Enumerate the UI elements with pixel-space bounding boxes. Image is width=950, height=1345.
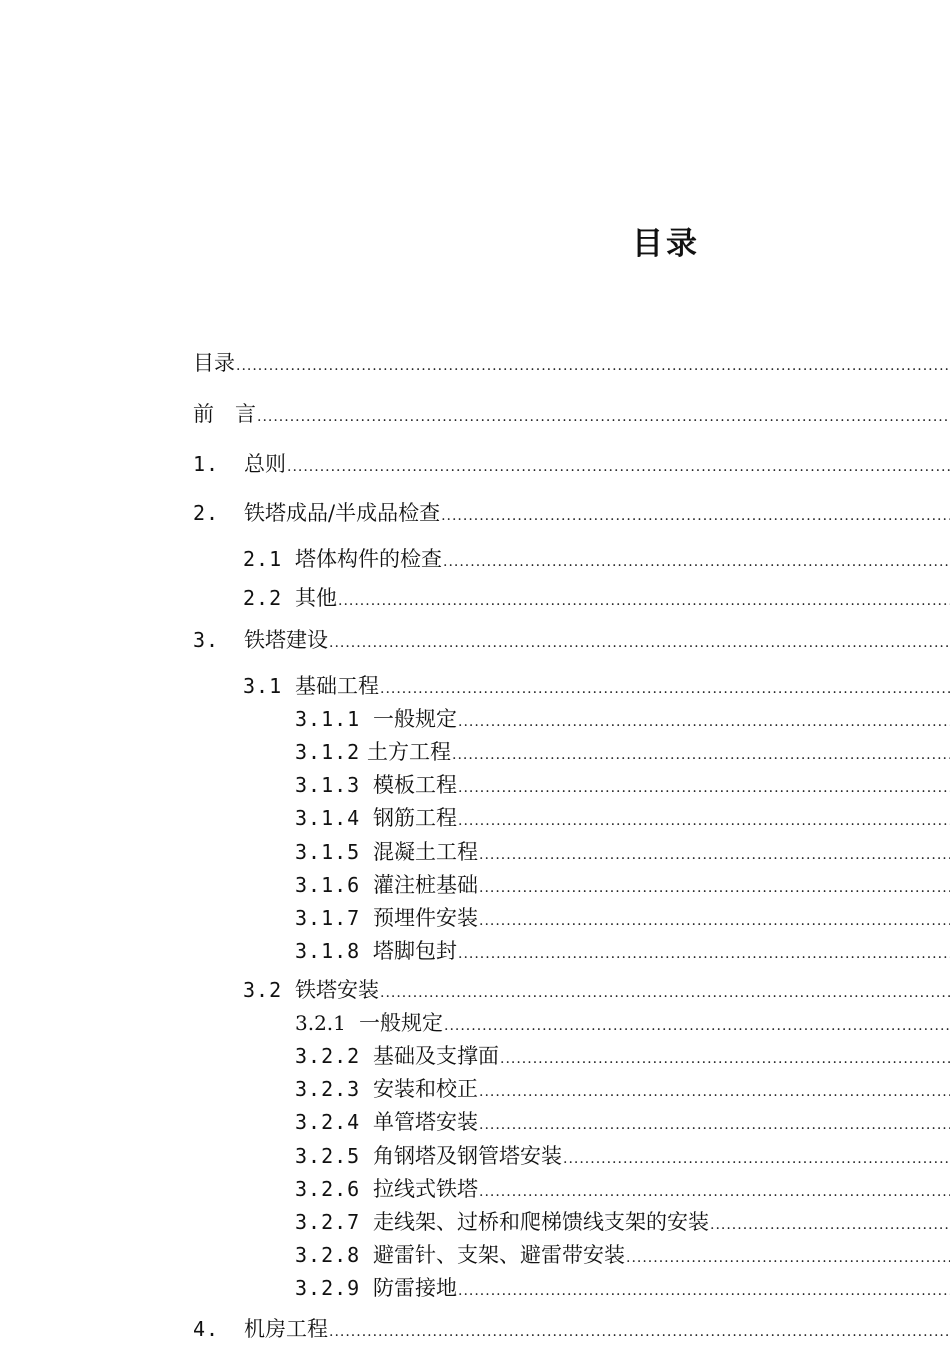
toc-leader-dots [257, 404, 950, 430]
toc-entry-3-2-1[interactable] [295, 1010, 950, 1036]
toc-entry-3-1-4[interactable] [295, 805, 950, 831]
toc-leader-dots [710, 1212, 950, 1238]
toc-entry-number: 3.1.8 [295, 939, 361, 963]
toc-leader-dots [458, 1278, 950, 1304]
toc-entry-number: 2.1 [243, 547, 283, 571]
toc-entry-number: 3.1.1 [295, 707, 361, 731]
toc-entry-3-2-9[interactable] [295, 1275, 950, 1301]
toc-leader-dots [452, 742, 950, 768]
toc-leader-dots [329, 630, 950, 656]
toc-entry-3-1-2[interactable] [295, 739, 950, 765]
toc-entry-text: 模板工程 [373, 773, 457, 797]
toc-entry-number: 2.2 [243, 586, 283, 610]
toc-entry-3-2-8[interactable] [295, 1242, 950, 1268]
toc-leader-dots [236, 353, 950, 379]
toc-entry-3-1-5[interactable] [295, 839, 950, 865]
toc-leader-dots [458, 775, 950, 801]
toc-entry-number: 3.1.2 [295, 740, 361, 764]
toc-entry-text: 一般规定 [373, 707, 457, 731]
toc-entry-2[interactable] [193, 500, 950, 526]
toc-entry-text: 总则 [244, 452, 286, 476]
toc-entry-1[interactable] [193, 451, 950, 477]
toc-leader-dots [458, 808, 950, 834]
toc-entry-3-1-8[interactable] [295, 938, 950, 964]
toc-entry-text: 防雷接地 [373, 1276, 457, 1300]
toc-entry-3-1-6[interactable] [295, 872, 950, 898]
toc-leader-dots [443, 549, 950, 575]
toc-leader-dots [380, 980, 950, 1006]
toc-leader-dots [479, 1112, 950, 1138]
toc-leader-dots [444, 1013, 950, 1039]
toc-entry-number: 3.2 [243, 978, 283, 1002]
toc-entry-number: 3.2.8 [295, 1243, 361, 1267]
toc-entry-3-2-4[interactable] [295, 1109, 950, 1135]
toc-entry-3-2-5[interactable] [295, 1143, 950, 1169]
toc-entry-text: 土方工程 [367, 740, 451, 764]
toc-entry-3-2-3[interactable] [295, 1076, 950, 1102]
toc-entry-text: 塔体构件的检查 [295, 547, 442, 571]
toc-entry-number: 4. [193, 1317, 220, 1341]
toc-entry-number: 3.2.6 [295, 1177, 361, 1201]
toc-entry-text: 铁塔成品/半成品检查 [244, 501, 441, 525]
toc-entry-3-1-3[interactable] [295, 772, 950, 798]
toc-leader-dots [458, 709, 950, 735]
toc-entry-text: 铁塔建设 [244, 628, 328, 652]
toc-entry-number: 3.2.2 [295, 1044, 361, 1068]
toc-entry-3-1-1[interactable] [295, 706, 950, 732]
toc-entry-number: 3.1.7 [295, 906, 361, 930]
toc-entry-text: 前 言 [193, 402, 256, 426]
toc-leader-dots [441, 503, 950, 529]
toc-leader-dots [479, 842, 950, 868]
toc-leader-dots [479, 1079, 950, 1105]
toc-entry-text: 角钢塔及钢管塔安装 [373, 1144, 562, 1168]
toc-entry-text: 钢筋工程 [373, 806, 457, 830]
toc-entry-number: 3.1.4 [295, 806, 361, 830]
toc-entry-text: 预埋件安装 [373, 906, 478, 930]
toc-entry-number: 3.2.3 [295, 1077, 361, 1101]
toc-leader-dots [626, 1245, 950, 1271]
toc-entry-number: 3.2.5 [295, 1144, 361, 1168]
toc-entry-number: 3.2.1 [295, 1011, 346, 1035]
toc-entry-text: 走线架、过桥和爬梯馈线支架的安装 [373, 1210, 709, 1234]
toc-entry-number: 3.1.3 [295, 773, 361, 797]
toc-entry-preface[interactable] [193, 401, 950, 427]
toc-entry-text: 其他 [295, 586, 337, 610]
toc-entry-3-1-7[interactable] [295, 905, 950, 931]
toc-entry-text: 单管塔安装 [373, 1110, 478, 1134]
toc-entry-text: 一般规定 [359, 1011, 443, 1035]
toc-entry-number: 3.1 [243, 674, 283, 698]
toc-entry-number: 3.2.7 [295, 1210, 361, 1234]
toc-entry-3-2-2[interactable] [295, 1043, 950, 1069]
toc-entry-3-2-7[interactable] [295, 1209, 950, 1235]
toc-entry-2-2[interactable] [243, 585, 950, 611]
toc-entry-3-2-6[interactable] [295, 1176, 950, 1202]
toc-leader-dots [563, 1146, 950, 1172]
toc-entry-text: 机房工程 [244, 1317, 328, 1341]
toc-entry-text: 避雷针、支架、避雷带安装 [373, 1243, 625, 1267]
toc-entry-number: 3.1.6 [295, 873, 361, 897]
toc-leader-dots [479, 908, 950, 934]
toc-entry-3-1[interactable] [243, 673, 950, 699]
toc-leader-dots [500, 1046, 950, 1072]
toc-entry-3[interactable] [193, 627, 950, 653]
toc-entry-number: 3. [193, 628, 220, 652]
toc-entry-text: 基础工程 [295, 674, 379, 698]
toc-leader-dots [287, 454, 950, 480]
toc-entry-text: 安装和校正 [373, 1077, 478, 1101]
toc-entry-number: 1. [193, 452, 220, 476]
toc-leader-dots [380, 676, 950, 702]
toc-entry-text: 混凝土工程 [373, 840, 478, 864]
toc-entry-text: 拉线式铁塔 [373, 1177, 478, 1201]
toc-entry-4[interactable] [193, 1316, 950, 1342]
toc-entry-contents[interactable] [193, 350, 950, 376]
toc-leader-dots [479, 1179, 950, 1205]
page-title: 目录 [632, 226, 700, 262]
toc-entry-number: 2. [193, 501, 220, 525]
toc-leader-dots [329, 1319, 950, 1345]
toc-entry-2-1[interactable] [243, 546, 950, 572]
toc-entry-3-2[interactable] [243, 977, 950, 1003]
toc-entry-text: 铁塔安装 [295, 978, 379, 1002]
toc-entry-number: 3.2.9 [295, 1276, 361, 1300]
toc-entry-text: 基础及支撑面 [373, 1044, 499, 1068]
toc-entry-text: 灌注桩基础 [373, 873, 478, 897]
toc-leader-dots [479, 875, 950, 901]
toc-entry-number: 3.1.5 [295, 840, 361, 864]
toc-leader-dots [458, 941, 950, 967]
toc-entry-number: 3.2.4 [295, 1110, 361, 1134]
toc-entry-text: 目录 [193, 351, 235, 375]
toc-leader-dots [338, 588, 950, 614]
toc-entry-text: 塔脚包封 [373, 939, 457, 963]
